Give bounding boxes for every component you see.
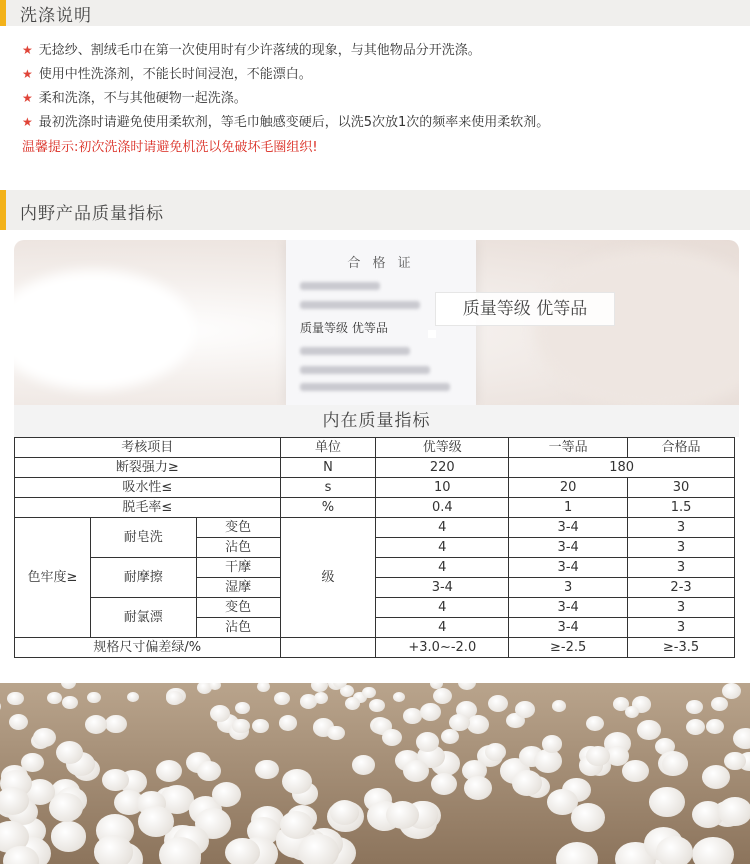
header-cell: 合格品	[628, 438, 735, 458]
cotton-boll	[556, 842, 599, 864]
value-cell: 2-3	[628, 578, 735, 598]
value-cell: 4	[376, 618, 509, 638]
cotton-boll	[280, 811, 313, 839]
cotton-boll	[449, 714, 469, 731]
wash-instructions-list	[22, 38, 549, 134]
cotton-boll	[552, 700, 566, 712]
value-cell: 3	[628, 618, 735, 638]
cotton-boll	[488, 695, 508, 712]
unit-cell: %	[280, 498, 376, 518]
cotton-boll	[274, 692, 290, 706]
value-cell: 220	[376, 458, 509, 478]
cotton-boll	[416, 732, 439, 752]
cotton-boll	[464, 776, 492, 800]
blurred-line	[300, 301, 420, 309]
cotton-boll	[197, 761, 220, 781]
unit-cell: 级	[280, 518, 376, 638]
row-label: 色牢度≥	[15, 518, 91, 638]
cotton-boll	[656, 836, 693, 864]
value-cell: 3-4	[509, 558, 628, 578]
quality-table	[14, 437, 735, 658]
unit-cell	[280, 638, 376, 658]
sub-label: 变色	[196, 518, 280, 538]
cotton-boll	[156, 760, 182, 782]
cotton-boll	[534, 749, 563, 773]
blurred-line	[300, 366, 430, 374]
cotton-field-photo	[0, 683, 750, 864]
cotton-boll	[711, 697, 728, 711]
cotton-boll	[420, 703, 441, 721]
accent-bar	[0, 0, 6, 26]
row-label: 吸水性≤	[15, 478, 281, 498]
cotton-boll	[467, 715, 489, 734]
header-cell: 优等级	[376, 438, 509, 458]
sub-label: 沾色	[196, 618, 280, 638]
cotton-boll	[314, 692, 329, 705]
wash-section-title: 洗涤说明	[20, 6, 92, 26]
cotton-boll	[235, 702, 250, 715]
cotton-boll	[138, 806, 174, 836]
cotton-boll	[94, 835, 133, 864]
certificate-heading: 合 格 证	[347, 256, 415, 271]
cotton-boll	[515, 701, 535, 718]
cotton-boll	[298, 834, 339, 864]
group-label: 耐氯漂	[90, 598, 196, 638]
value-cell: 3	[628, 518, 735, 538]
cotton-boll	[403, 760, 429, 782]
value-cell: 4	[376, 598, 509, 618]
value-cell: 3-4	[509, 538, 628, 558]
quality-section-header	[0, 190, 750, 230]
cotton-boll	[327, 726, 344, 741]
cotton-boll	[512, 770, 542, 796]
header-cell: 考核项目	[15, 438, 281, 458]
cotton-boll	[431, 773, 458, 796]
value-cell: 3	[628, 538, 735, 558]
blurred-line	[300, 282, 380, 290]
list-item: ★ 使用中性洗涤剂，不能长时间浸泡，不能漂白。	[22, 67, 312, 82]
group-label: 耐皂洗	[90, 518, 196, 558]
value-cell: 10	[376, 478, 509, 498]
value-cell: 1.5	[628, 498, 735, 518]
cotton-boll	[485, 743, 507, 761]
grade-callout: 质量等级 优等品	[435, 292, 615, 326]
cotton-boll	[625, 706, 639, 718]
cotton-boll	[252, 719, 269, 733]
table-row	[15, 518, 735, 538]
cotton-boll	[352, 755, 375, 775]
cotton-boll	[722, 683, 741, 699]
cotton-boll	[649, 787, 684, 817]
value-cell: 4	[376, 518, 509, 538]
quality-section-title: 内野产品质量指标	[20, 204, 164, 224]
table-title: 内在质量指标	[14, 405, 739, 437]
towel-fuzz	[14, 270, 194, 390]
star-icon: ★	[22, 91, 33, 105]
sub-label: 沾色	[196, 538, 280, 558]
cotton-boll	[433, 688, 452, 704]
cotton-boll	[7, 692, 23, 706]
cotton-boll	[692, 837, 734, 864]
towel-fuzz	[534, 250, 739, 405]
cotton-boll	[733, 728, 750, 749]
cotton-boll	[686, 719, 705, 735]
cotton-boll	[311, 683, 328, 692]
value-cell: 3	[628, 558, 735, 578]
row-label: 断裂强力≥	[15, 458, 281, 478]
cotton-boll	[47, 692, 62, 705]
value-cell: 3	[628, 598, 735, 618]
star-icon: ★	[22, 43, 33, 57]
list-item: ★ 柔和洗涤，不与其他硬物一起洗涤。	[22, 91, 247, 106]
cotton-boll	[637, 720, 660, 740]
sub-label: 变色	[196, 598, 280, 618]
cotton-boll	[51, 821, 87, 852]
cotton-boll	[225, 838, 260, 864]
sub-label: 湿摩	[196, 578, 280, 598]
header-cell: 一等品	[509, 438, 628, 458]
cotton-boll	[61, 683, 76, 689]
table-row	[15, 478, 735, 498]
cotton-boll	[571, 803, 605, 832]
cotton-boll	[622, 760, 648, 782]
header-cell: 单位	[280, 438, 376, 458]
cotton-boll	[0, 700, 1, 713]
value-cell: ≥-3.5	[628, 638, 735, 658]
cotton-boll	[257, 683, 270, 692]
wash-section-header	[0, 0, 750, 26]
cotton-boll	[166, 691, 183, 705]
blurred-line	[300, 347, 410, 355]
value-cell: 180	[509, 458, 735, 478]
cotton-boll	[403, 708, 421, 724]
cotton-boll	[458, 683, 476, 690]
cotton-boll	[362, 687, 376, 699]
cotton-boll	[662, 753, 688, 775]
cotton-boll	[441, 729, 459, 744]
cotton-boll	[102, 769, 129, 792]
value-cell: 30	[628, 478, 735, 498]
cotton-boll	[279, 715, 297, 731]
cotton-boll	[210, 705, 230, 722]
accent-bar	[0, 190, 6, 230]
star-icon: ★	[22, 115, 33, 129]
value-cell: 3	[509, 578, 628, 598]
cotton-boll	[586, 746, 610, 766]
table-row	[15, 498, 735, 518]
value-cell: 1	[509, 498, 628, 518]
cotton-boll	[212, 782, 241, 807]
cotton-boll	[345, 697, 360, 710]
value-cell: 3-4	[376, 578, 509, 598]
cotton-boll	[49, 793, 83, 822]
value-cell: 4	[376, 538, 509, 558]
cotton-boll	[282, 769, 312, 794]
table-row	[15, 638, 735, 658]
cotton-boll	[33, 728, 56, 748]
cotton-boll	[686, 700, 703, 714]
certificate-grade-row: 质量等级 优等品	[300, 321, 388, 335]
sub-label: 干摩	[196, 558, 280, 578]
list-item: ★ 无捻纱、割绒毛巾在第一次使用时有少许落绒的现象，与其他物品分开洗涤。	[22, 43, 481, 58]
warning-text: 温馨提示:初次洗涤时请避免机洗以免破坏毛圈组织!	[22, 140, 318, 155]
callout-pointer	[428, 330, 436, 338]
unit-cell: N	[280, 458, 376, 478]
towel-label-photo	[14, 240, 739, 405]
value-cell: 20	[509, 478, 628, 498]
unit-cell: s	[280, 478, 376, 498]
cotton-boll	[718, 797, 750, 825]
cotton-boll	[542, 735, 563, 753]
value-cell: 4	[376, 558, 509, 578]
value-cell: ≥-2.5	[509, 638, 628, 658]
row-label: 规格尺寸偏差绿/%	[15, 638, 281, 658]
table-header-row	[15, 438, 735, 458]
cotton-boll	[702, 765, 730, 789]
list-item: ★ 最初洗涤时请避免使用柔软剂，等毛巾触感变硬后，以洗5次放1次的频率来使用柔软剂。	[22, 115, 550, 130]
blurred-line	[300, 383, 450, 391]
cotton-boll	[105, 715, 126, 733]
cotton-boll	[9, 714, 28, 730]
value-cell: 3-4	[509, 618, 628, 638]
cotton-boll	[85, 715, 107, 734]
value-cell: 3-4	[509, 518, 628, 538]
value-cell: 0.4	[376, 498, 509, 518]
cotton-boll	[369, 699, 385, 713]
cotton-boll	[127, 692, 140, 703]
cotton-boll	[393, 692, 405, 702]
table-row	[15, 458, 735, 478]
cotton-boll	[586, 716, 604, 732]
cotton-boll	[62, 696, 78, 709]
row-label: 脱毛率≤	[15, 498, 281, 518]
star-icon: ★	[22, 67, 33, 81]
value-cell: +3.0~-2.0	[376, 638, 509, 658]
value-cell: 3-4	[509, 598, 628, 618]
group-label: 耐摩擦	[90, 558, 196, 598]
cotton-boll	[382, 729, 402, 746]
cotton-boll	[255, 760, 278, 780]
cotton-boll	[87, 692, 101, 704]
cotton-boll	[706, 719, 724, 735]
